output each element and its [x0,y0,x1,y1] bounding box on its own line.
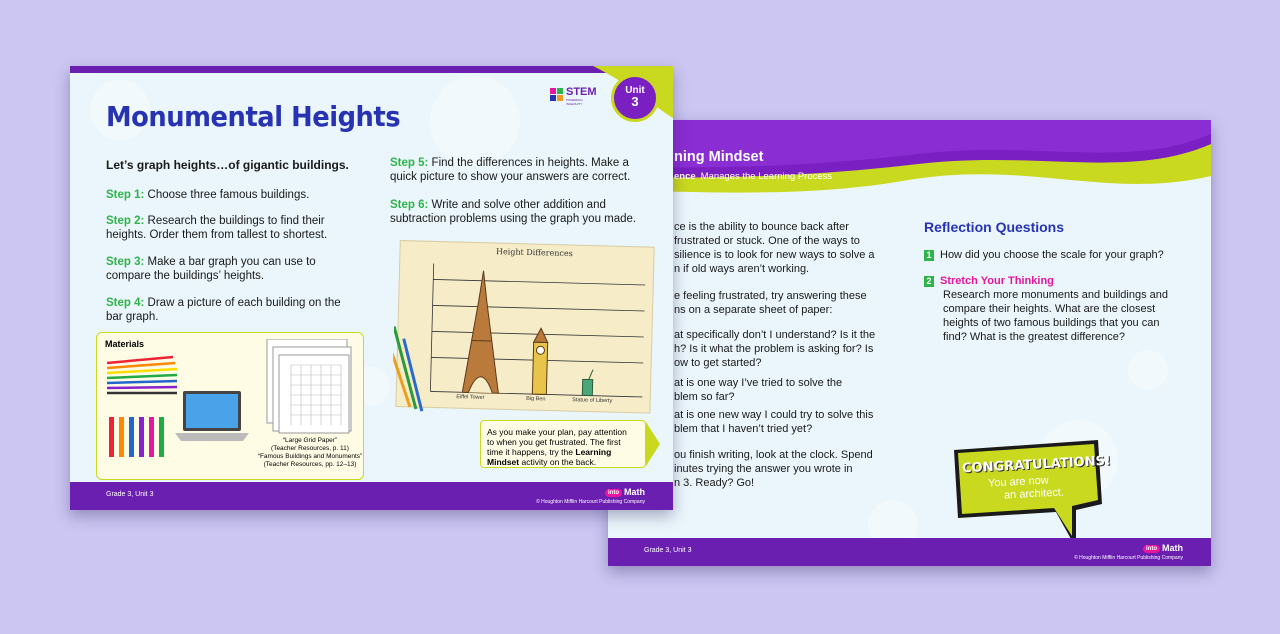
decor-bubble [1128,350,1168,390]
step-label: Step 5: [390,157,429,169]
mindset-title: ning Mindset [674,149,764,165]
unit-badge [611,74,659,122]
congratulations-text: CONGRATULATIONS! [961,453,1112,477]
body-line: n if old ways aren’t working. [674,263,810,275]
body-line: ou finish writing, look at the clock. Spend [674,449,873,461]
front-footer [70,482,673,510]
stem-tagline: POWERING INGENUITY [566,98,583,106]
markers-icon [109,417,164,457]
step-text: Write and solve other addition and [431,199,606,211]
front-activity-card [70,66,673,510]
tip-line: time it happens, try the [487,447,573,457]
body-line: at is one new way I could try to solve this [674,409,874,421]
body-line: silience is to look for new ways to solve a [674,249,875,261]
stem-logo [550,86,597,106]
question-number-badge: 1 [924,250,934,261]
into-math-icon: into [605,489,622,497]
mindset-subtitle-text: Manages the Learning Process [700,171,833,182]
step-text: heights. Order them from tallest to shortest. [106,229,328,241]
congrats-line-1: You are now [987,474,1050,490]
reflection-question-text: How did you choose the scale for your graph? [940,249,1164,261]
reflection-questions-heading: Reflection Questions [924,219,1065,235]
mindset-subtitle [674,171,832,182]
closing-paragraph [674,448,873,490]
step-4 [106,296,341,324]
step-label: Step 2: [106,215,145,227]
height-differences-drawing [392,238,669,421]
step-1 [106,188,309,202]
stretch-your-thinking-label: Stretch Your Thinking [940,275,1054,287]
step-text: Research the buildings to find their [147,215,325,227]
learning-mindset-tip [480,420,646,468]
page-title: Monumental Heights [106,100,401,133]
grade-label: Grade 3, Unit 3 [644,547,692,554]
colored-pencils-icon [107,357,177,393]
question-1 [674,328,875,370]
step-text: Make a bar graph you can use to [147,256,316,268]
materials-caption-4: (Teacher Resources, pp. 12–13) [263,461,357,468]
body-line: blem that I haven’t tried yet? [674,423,813,435]
step-label: Step 3: [106,256,145,268]
grid-paper-icon [261,339,357,435]
step-label: Step 1: [106,189,145,201]
body-line: at is one way I’ve tried to solve the [674,377,843,389]
graph-label-bigben: Big Ben [526,395,546,403]
step-text: bar graph. [106,311,159,323]
materials-caption-3: “Famous Buildings and Monuments” [257,453,363,460]
tip-line: to when you get frustrated. The first [487,437,621,447]
step-6 [390,198,636,226]
question-number-badge: 2 [924,276,934,287]
stem-label: STEM [566,86,597,98]
body-line: find? What is the greatest difference? [943,331,1126,343]
grade-label: Grade 3, Unit 3 [106,491,154,498]
step-text: Find the differences in heights. Make a [431,157,629,169]
decor-bubble [430,76,520,166]
step-label: Step 4: [106,297,145,309]
back-footer [608,538,1211,566]
step-text: subtraction problems using the graph you made. [390,213,637,225]
congrats-line-2: an architect. [1003,486,1065,502]
into-math-icon: into [1143,545,1160,553]
unit-label: Unit [625,85,645,96]
body-line: Research more monuments and buildings and [943,289,1169,301]
body-line: heights of two famous buildings that you can [943,317,1160,329]
materials-caption-1: “Large Grid Paper” [282,437,338,444]
graph-label-liberty: Statue of Liberty [572,397,613,405]
resilience-paragraph [674,220,875,276]
mindset-subtitle-bold: ence [674,171,696,182]
materials-box [96,332,364,480]
copyright: © Houghton Mifflin Harcourt Publishing Company [536,499,645,505]
question-3 [674,408,873,436]
brand-name: Math [624,487,645,497]
graph-title: Height Differences [495,247,573,259]
graph-label-eiffel: Eiffel Tower [456,394,485,401]
body-line: e feeling frustrated, try answering these [674,290,867,302]
tip-line: activity on the back. [521,457,597,467]
step-text: compare the buildings’ heights. [106,270,265,282]
back-activity-card [608,120,1211,566]
body-line: n 3. Ready? Go! [674,477,755,489]
body-line: blem so far? [674,391,735,403]
reflection-question-2 [924,274,1168,344]
materials-illustration [103,353,253,473]
body-line: compare their heights. What are the closest [943,303,1156,315]
body-line: h? Is it what the problem is asking for? Is [674,343,874,355]
unit-number: 3 [631,94,639,109]
stem-logo-icon [550,88,564,102]
lead-text: Let’s graph heights…of gigantic buildings. [106,158,349,172]
body-line: frustrated or stuck. One of the ways to [674,235,860,247]
step-label: Step 6: [390,199,429,211]
tip-line: As you make your plan, pay attention [487,427,627,437]
brand-name: Math [1162,543,1183,553]
reflection-question-1 [924,248,1164,262]
tip-arrow-icon [646,422,660,466]
step-5 [390,156,630,184]
body-line: ce is the ability to bounce back after [674,221,849,233]
brand-logo [1143,543,1183,553]
copyright: © Houghton Mifflin Harcourt Publishing Company [1074,555,1183,561]
tip-bold: Learning [575,447,612,457]
materials-caption-2: (Teacher Resources, p. 11) [271,445,349,452]
materials-heading: Materials [105,339,145,349]
step-text: Choose three famous buildings. [147,189,310,201]
body-line: inutes trying the answer you wrote in [674,463,853,475]
step-text: quick picture to show your answers are correct. [390,171,631,183]
laptop-icon [175,391,249,441]
body-line: at specifically don’t I understand? Is it the [674,329,876,341]
step-text: Draw a picture of each building on the [147,297,341,309]
instructions-paragraph [674,289,867,317]
graph-paper-photo [392,238,669,421]
step-3 [106,255,316,283]
body-line: ow to get started? [674,357,762,369]
tip-bold: Mindset [487,457,520,467]
question-2 [674,376,842,404]
step-2 [106,214,327,242]
brand-logo [605,487,645,497]
body-line: ns on a separate sheet of paper: [674,304,833,316]
congratulations-speech-bubble [948,440,1112,518]
